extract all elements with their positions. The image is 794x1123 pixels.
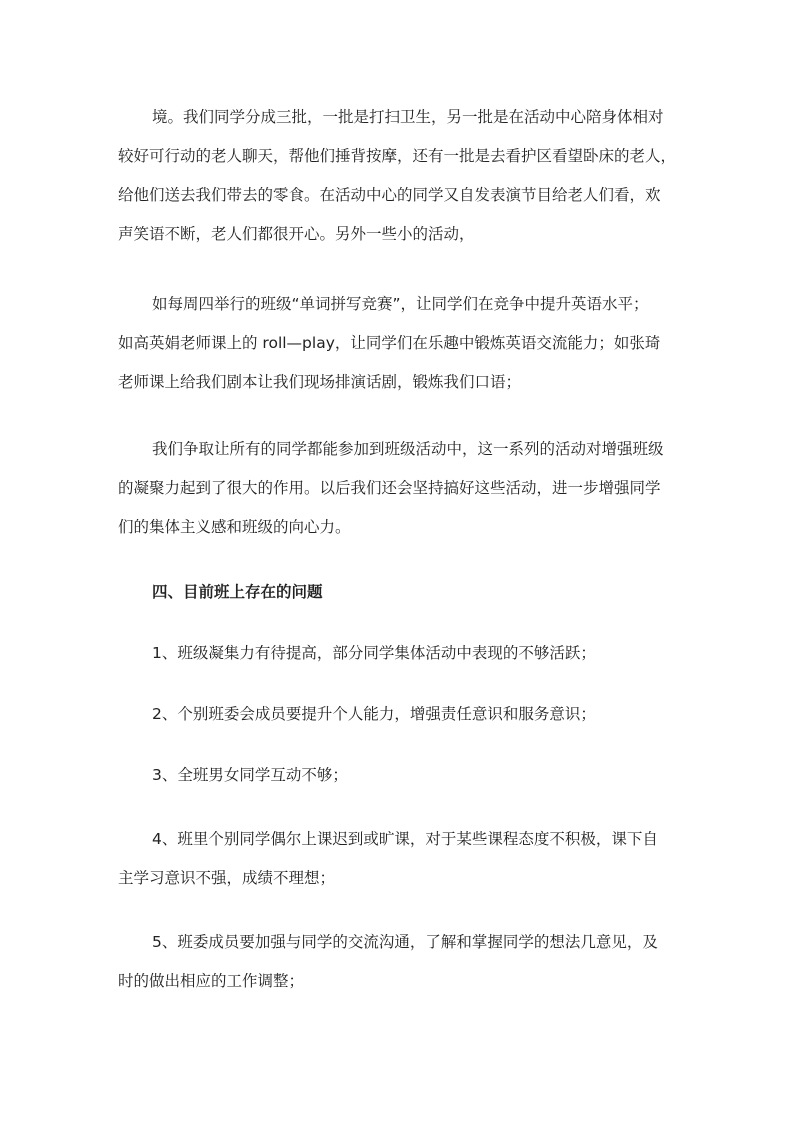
problem-line: 时的做出相应的工作调整； [118, 972, 305, 990]
paragraph-line: 我们争取让所有的同学都能参加到班级活动中，这一系列的活动对增强班级 [152, 440, 664, 458]
problem-item-1 [118, 634, 678, 673]
paragraph-line: 如高英娟老师课上的 roll—play，让同学们在乐趣中锻炼英语交流能力；如张琦 [118, 334, 661, 352]
paragraph-line: 如每周四举行的班级“单词拼写竞赛”，让同学们在竞争中提升英语水平； [152, 295, 649, 313]
paragraph-line: 的凝聚力起到了很大的作用。以后我们还会坚持搞好这些活动，进一步增强同学 [118, 479, 661, 497]
paragraph-line: 们的集体主义感和班级的向心力。 [118, 518, 351, 536]
problem-item-5 [118, 923, 678, 1001]
paragraph-line: 境。我们同学分成三批，一批是打扫卫生，另一批是在活动中心陪身体相对 [152, 108, 664, 126]
problem-line: 4、班里个别同学偶尔上课迟到或旷课，对于某些课程态度不积极，课下自 [152, 830, 658, 848]
problem-line: 2、个别班委会成员要提升个人能力，增强责任意识和服务意识； [152, 705, 596, 723]
paragraph-line: 声笑语不断，老人们都很开心。另外一些小的活动， [118, 225, 475, 243]
problem-line: 5、班委成员要加强与同学的交流沟通，了解和掌握同学的想法几意见，及 [152, 933, 658, 951]
problem-line: 1、班级凝集力有待提高，部分同学集体活动中表现的不够活跃； [152, 644, 596, 662]
paragraph-english-activities [118, 285, 678, 402]
paragraph-line: 老师课上给我们剧本让我们现场排演话剧，锻炼我们口语； [118, 373, 522, 391]
paragraph-cohesion [118, 430, 678, 547]
paragraph-line: 较好可行动的老人聊天，帮他们捶背按摩，还有一批是去看护区看望卧床的老人， [118, 147, 677, 165]
problem-item-3 [118, 756, 678, 795]
problem-line: 3、全班男女同学互动不够； [152, 766, 348, 784]
problem-item-2 [118, 695, 678, 734]
problem-line: 主学习意识不强，成绩不理想； [118, 869, 336, 887]
paragraph-activities [118, 98, 678, 254]
section-heading: 四、目前班上存在的问题 [152, 583, 323, 601]
problem-item-4 [118, 820, 678, 898]
paragraph-line: 给他们送去我们带去的零食。在活动中心的同学又自发表演节目给老人们看，欢 [118, 186, 661, 204]
